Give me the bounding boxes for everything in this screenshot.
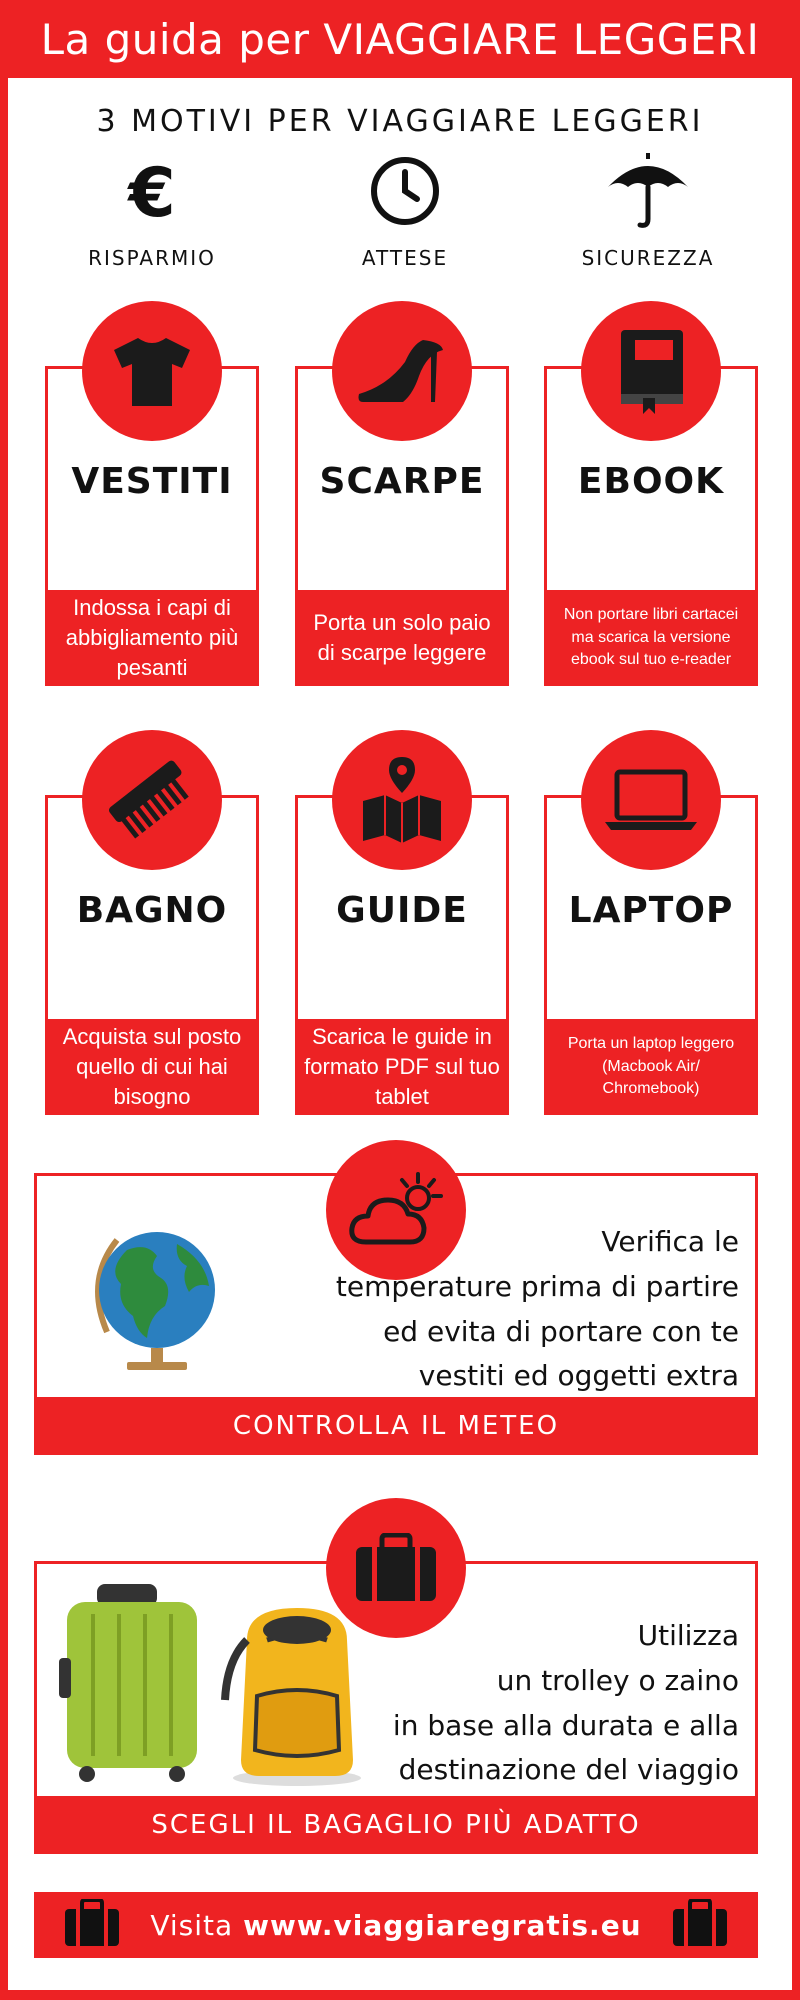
bagaglio-panel <box>34 1561 758 1854</box>
bagaglio-text-line: in base alla durata e alla <box>392 1708 739 1742</box>
card-bagno <box>45 795 259 1115</box>
card-title: GUIDE <box>336 890 468 931</box>
globe-image <box>77 1220 227 1385</box>
backpack-image <box>217 1600 377 1795</box>
suitcase-icon <box>64 1899 120 1952</box>
meteo-panel <box>34 1173 758 1455</box>
motivo-attese <box>305 150 505 270</box>
meteo-text <box>336 1220 739 1399</box>
motivo-label: SICUREZZA <box>581 246 715 270</box>
motivo-label: ATTESE <box>361 246 449 270</box>
card-description: Indossa i capi di abbigliamento più pesanti <box>45 590 259 686</box>
meteo-text-line: vestiti ed oggetti extra <box>418 1359 739 1393</box>
umbrella-icon <box>548 150 748 232</box>
motivo-sicurezza <box>548 150 748 270</box>
meteo-text-line: Verifica le <box>601 1225 739 1258</box>
bagaglio-bar: SCEGLI IL BAGAGLIO PIÙ ADATTO <box>34 1796 758 1854</box>
map-icon <box>332 730 472 870</box>
card-title: LAPTOP <box>568 890 734 931</box>
card-description: Porta un laptop leggero (Macbook Air/ Chromebook) <box>544 1019 758 1115</box>
book-icon <box>581 301 721 441</box>
meteo-text-line: ed evita di portare con te <box>383 1314 739 1348</box>
tshirt-icon <box>82 301 222 441</box>
comb-icon <box>82 730 222 870</box>
header-banner <box>0 0 800 78</box>
footer-prefix: Visita <box>150 1908 234 1942</box>
clock-icon <box>305 150 505 232</box>
card-title: VESTITI <box>71 461 233 502</box>
laptop-icon <box>581 730 721 870</box>
card-title: EBOOK <box>577 461 725 502</box>
card-laptop <box>544 795 758 1115</box>
card-title: BAGNO <box>76 890 228 931</box>
bagaglio-text-line: Utilizza <box>637 1619 739 1652</box>
bagaglio-text-line: un trolley o zaino <box>496 1663 739 1697</box>
high-heel-icon <box>332 301 472 441</box>
suitcase-icon <box>672 1899 728 1952</box>
card-guide <box>295 795 509 1115</box>
card-description: Acquista sul posto quello di cui hai bisogno <box>45 1019 259 1115</box>
card-ebook <box>544 366 758 686</box>
euro-icon <box>52 150 252 232</box>
card-description: Porta un solo paio di scarpe leggere <box>295 590 509 686</box>
footer-url[interactable]: www.viaggiaregratis.eu <box>243 1908 642 1942</box>
svg-text:€: € <box>128 156 176 226</box>
meteo-bar: CONTROLLA IL METEO <box>34 1397 758 1455</box>
motivo-label: RISPARMIO <box>88 246 216 270</box>
bagaglio-text <box>393 1614 739 1793</box>
card-description: Scarica le guide in formato PDF sul tuo tablet <box>295 1019 509 1115</box>
trolley-image <box>57 1584 207 1789</box>
footer-link[interactable] <box>150 1909 641 1942</box>
page-title: La guida per VIAGGIARE LEGGERI <box>40 14 760 64</box>
card-vestiti <box>45 366 259 686</box>
meteo-text-line: temperature prima di partire <box>335 1269 739 1303</box>
footer-banner <box>34 1892 758 1958</box>
card-scarpe <box>295 366 509 686</box>
card-description: Non portare libri cartacei ma scarica la versione ebook sul tuo e-reader <box>544 590 758 686</box>
bagaglio-text-line: destinazione del viaggio <box>398 1753 739 1787</box>
motivo-risparmio <box>52 150 252 270</box>
card-title: SCARPE <box>319 461 485 502</box>
motivi-title: 3 MOTIVI PER VIAGGIARE LEGGERI <box>96 104 704 139</box>
